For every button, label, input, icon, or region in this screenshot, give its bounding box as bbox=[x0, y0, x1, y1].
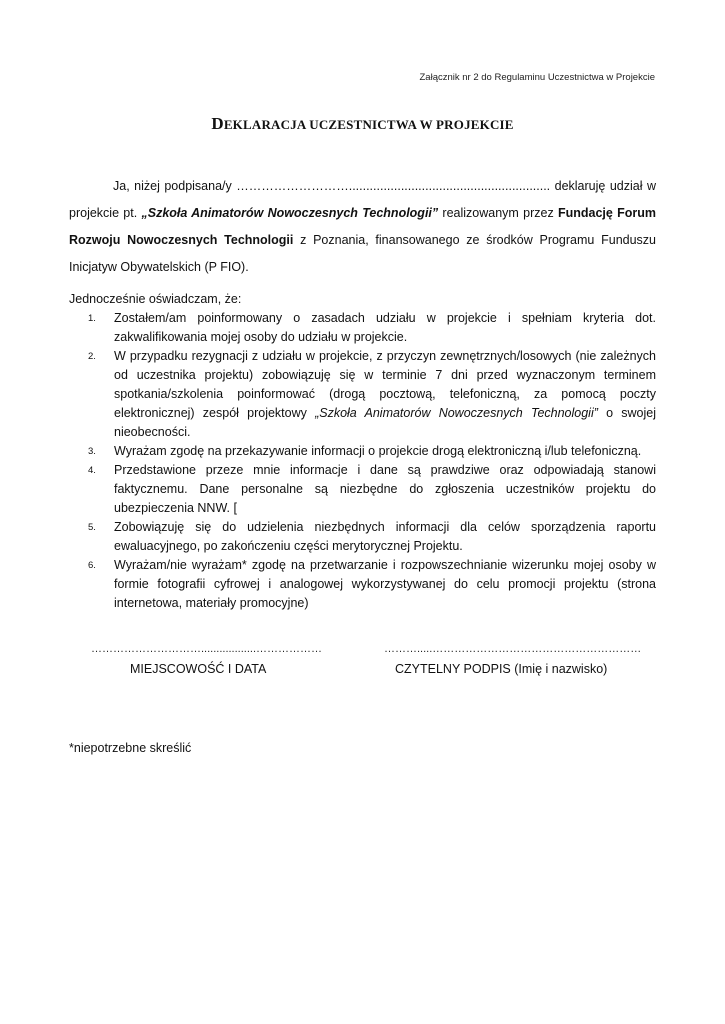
item-text: Wyrażam zgodę na przekazywanie informacji o projekcie drogą elektroniczną i/lub telefoniczną. bbox=[114, 444, 642, 458]
item-text: Zostałem/am poinformowany o zasadach udziału w projekcie i spełniam kryteria dot. zakwalifikowania mojej osoby do udziału w projekcie. bbox=[114, 311, 656, 344]
intro-part2: realizowanym przez bbox=[438, 206, 558, 220]
signature-line[interactable]: ……….....………………………………………………… bbox=[384, 643, 642, 655]
footnote: *niepotrzebne skreślić bbox=[69, 741, 192, 755]
declaration-list bbox=[69, 309, 656, 613]
list-item bbox=[69, 461, 656, 518]
item-number: 4. bbox=[88, 465, 96, 476]
place-date-label: MIEJSCOWOŚĆ I DATA bbox=[130, 662, 267, 676]
title-rest: EKLARACJA UCZESTNICTWA W PROJEKCIE bbox=[223, 117, 514, 132]
list-item bbox=[69, 556, 656, 613]
item-text-before: W przypadku rezygnacji z udziału w projekcie, z przyczyn zewnętrznych/losowych (nie zależnych od uczestnika projektu) zobowiązuję się w terminie 7 dni przed wyznaczonym terminem spotkania/szkolenia poinformować (drogą pocztową, telefoniczną, za pomocą poczty elektronicznej) zespół projektowy bbox=[114, 349, 656, 420]
item-number: 2. bbox=[88, 351, 96, 362]
intro-part1: Ja, niżej podpisana/y ……………………….......................................................... deklaruję udział w projekcie pt. bbox=[69, 179, 656, 220]
intro-foundation: Fundację Forum Rozwoju Nowoczesnych Technologii bbox=[69, 206, 656, 247]
document-title bbox=[0, 114, 725, 134]
list-item bbox=[69, 309, 656, 347]
item-number: 5. bbox=[88, 522, 96, 533]
item-number: 6. bbox=[88, 560, 96, 571]
list-item bbox=[69, 442, 656, 461]
intro-project-name: „Szkoła Animatorów Nowoczesnych Technologii” bbox=[141, 206, 439, 220]
annex-note: Załącznik nr 2 do Regulaminu Uczestnictwa w Projekcie bbox=[419, 72, 655, 83]
list-item bbox=[69, 347, 656, 442]
intro-part3: z Poznania, finansowanego ze środków Programu Funduszu Inicjatyw Obywatelskich (P FIO). bbox=[69, 233, 656, 274]
list-item bbox=[69, 518, 656, 556]
item-text: Zobowiązuję się do udzielenia niezbędnych informacji dla celów sporządzenia raportu ewaluacyjnego, po zakończeniu części merytorycznej Projektu. bbox=[114, 520, 656, 553]
item-text: Wyrażam/nie wyrażam* zgodę na przetwarzanie i rozpowszechnianie wizerunku mojej osoby w formie fotografii cyfrowej i analogowej wykorzystywanej do celu promocji projektu (strona internetowa, materiały promocyjne) bbox=[114, 558, 656, 610]
item-number: 3. bbox=[88, 446, 96, 457]
intro-paragraph bbox=[69, 173, 656, 281]
declaration-intro: Jednocześnie oświadczam, że: bbox=[69, 292, 242, 306]
signature-label: CZYTELNY PODPIS (Imię i nazwisko) bbox=[395, 662, 608, 676]
item-text: Przedstawione przeze mnie informacje i dane są prawdziwe oraz odpowiadają stanowi faktycznemu. Dane personalne są niezbędne do zgłoszenia uczestników projektu do ubezpieczenia NNW. [ bbox=[114, 463, 656, 515]
place-date-line[interactable]: …………………………..................……………… bbox=[91, 643, 323, 655]
title-initial: D bbox=[211, 114, 224, 133]
item-project-name: „Szkoła Animatorów Nowoczesnych Technologii” bbox=[315, 406, 598, 420]
item-number: 1. bbox=[88, 313, 96, 324]
item-text-after: o swojej nieobecności. bbox=[114, 406, 656, 439]
